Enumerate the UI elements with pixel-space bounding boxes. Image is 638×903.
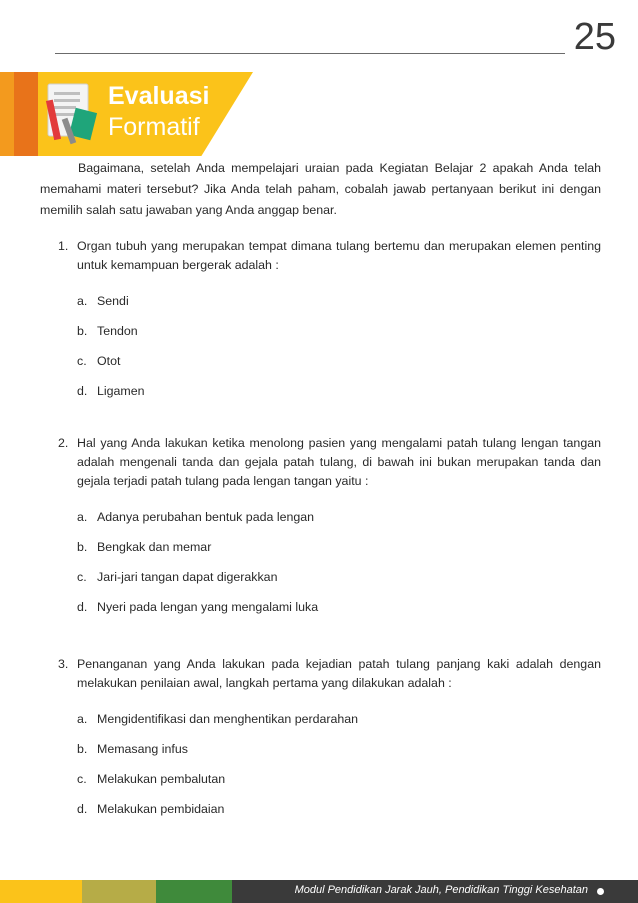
page-number: 25 <box>573 16 616 58</box>
footer-segment-olive <box>82 880 156 903</box>
option-letter: a. <box>77 294 88 308</box>
document-pencil-icon <box>42 80 112 150</box>
option-letter: b. <box>77 324 88 338</box>
option-letter: b. <box>77 742 88 756</box>
option-text: Nyeri pada lengan yang mengalami luka <box>97 600 319 614</box>
option-c[interactable] <box>40 568 601 587</box>
footer-segment-dark <box>232 880 638 903</box>
footer-text: Modul Pendidikan Jarak Jauh, Pendidikan Tinggi Kesehatan <box>294 884 588 896</box>
option-a[interactable] <box>40 292 601 311</box>
option-text: Bengkak dan memar <box>97 540 212 554</box>
option-letter: c. <box>77 570 87 584</box>
question-number: 2. <box>58 436 69 450</box>
option-letter: d. <box>77 802 88 816</box>
footer-segment-yellow <box>0 880 82 903</box>
question-number: 1. <box>58 239 69 253</box>
option-letter: c. <box>77 354 87 368</box>
option-text: Mengidentifikasi dan menghentikan perdarahan <box>97 712 359 726</box>
option-a[interactable] <box>40 508 601 527</box>
option-a[interactable] <box>40 710 601 729</box>
banner-title-line2: Formatif <box>108 113 200 141</box>
intro-paragraph <box>40 158 601 221</box>
option-letter: a. <box>77 712 88 726</box>
option-b[interactable] <box>40 740 601 759</box>
option-b[interactable] <box>40 538 601 557</box>
option-letter: d. <box>77 384 88 398</box>
option-text: Tendon <box>97 324 138 338</box>
option-c[interactable] <box>40 352 601 371</box>
banner-accent-bar <box>0 72 14 156</box>
option-text: Melakukan pembidaian <box>97 802 225 816</box>
option-text: Ligamen <box>97 384 145 398</box>
option-letter: a. <box>77 510 88 524</box>
option-text: Melakukan pembalutan <box>97 772 226 786</box>
option-d[interactable] <box>40 382 601 401</box>
question-1 <box>40 237 601 401</box>
option-d[interactable] <box>40 598 601 617</box>
question-3 <box>40 655 601 819</box>
option-b[interactable] <box>40 322 601 341</box>
intro-text: Bagaimana, setelah Anda mempelajari uraian pada Kegiatan Belajar 2 apakah Anda telah memahami materi tersebut? Jika Anda telah paham, cobalah jawab pertanyaan berikut ini dengan memilih salah satu jawaban yang Anda anggap benar. <box>40 161 601 217</box>
question-text: Penanganan yang Anda lakukan pada kejadian patah tulang panjang kaki adalah dengan melakukan penilaian awal, langkah pertama yang dilakukan adalah : <box>77 657 601 690</box>
option-c[interactable] <box>40 770 601 789</box>
banner-accent-bar-2 <box>14 72 40 156</box>
question-number: 3. <box>58 657 69 671</box>
option-text: Jari-jari tangan dapat digerakkan <box>97 570 278 584</box>
option-text: Memasang infus <box>97 742 188 756</box>
question-text: Organ tubuh yang merupakan tempat dimana tulang bertemu dan merupakan elemen penting untuk kemampuan bergerak adalah : <box>77 239 601 272</box>
option-letter: c. <box>77 772 87 786</box>
question-text: Hal yang Anda lakukan ketika menolong pasien yang mengalami patah tulang lengan tangan adalah mengenali tanda dan gejala patah tulang, di bawah ini bukan merupakan tanda dan gejala terjadi patah tulang pada lengan tangan yaitu : <box>77 436 601 488</box>
option-text: Adanya perubahan bentuk pada lengan <box>97 510 315 524</box>
option-letter: b. <box>77 540 88 554</box>
option-text: Otot <box>97 354 121 368</box>
option-letter: d. <box>77 600 88 614</box>
option-d[interactable] <box>40 800 601 819</box>
option-text: Sendi <box>97 294 129 308</box>
header-rule <box>55 53 565 54</box>
banner-title-line1: Evaluasi <box>108 82 210 110</box>
footer-dot-icon <box>597 888 604 895</box>
footer-bar <box>0 880 638 903</box>
question-2 <box>40 434 601 617</box>
footer-segment-green <box>156 880 232 903</box>
